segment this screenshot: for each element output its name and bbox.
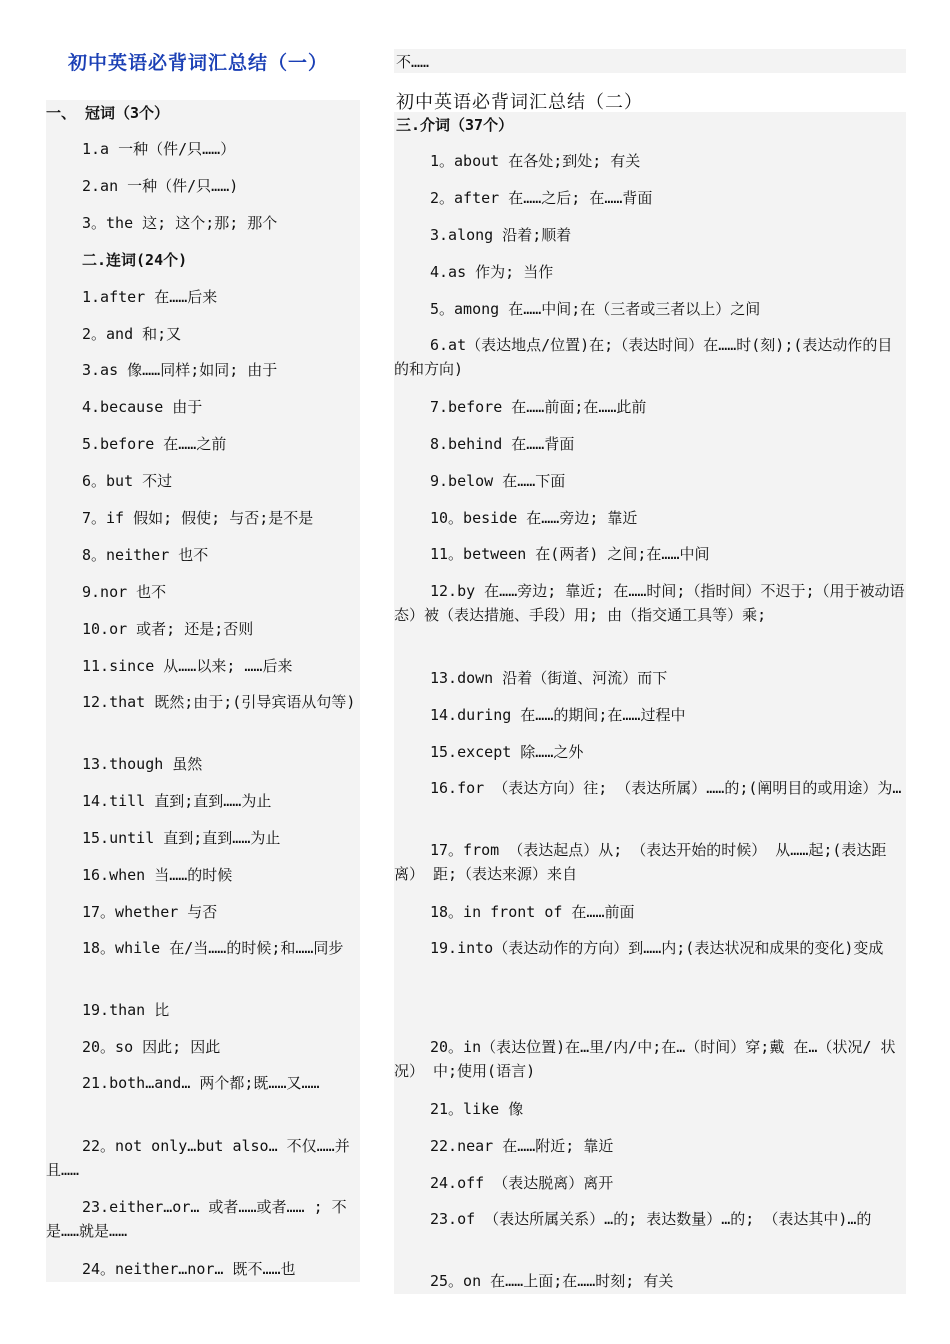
preposition-item: 18。in front of 在……前面	[430, 903, 635, 921]
conjunction-item: 18。while 在/当……的时候;和……同步	[82, 939, 344, 957]
preposition-item: 7.before 在……前面;在……此前	[430, 398, 647, 416]
preposition-item: 12.by 在……旁边; 靠近; 在……时间;（指时间）不迟于;（用于被动语态）被（表达措施、手段）用; 由（指交通工具等）乘;	[394, 582, 905, 624]
conjunction-item: 7。if 假如; 假使; 与否;是不是	[82, 509, 314, 527]
conjunction-item: 3.as 像……同样;如同; 由于	[82, 361, 278, 379]
preposition-item: 22.near 在……附近; 靠近	[430, 1137, 614, 1155]
section-prepositions-heading: 三.介词（37个）	[396, 116, 514, 134]
page-title-one: 初中英语必背词汇总结（一）	[68, 52, 329, 74]
preposition-item: 5。among 在……中间;在（三者或三者以上）之间	[430, 300, 761, 318]
article-item: 1.a 一种（件/只……）	[82, 140, 236, 158]
conjunction-item: 10.or 或者; 还是;否则	[82, 620, 254, 638]
preposition-item: 21。like 像	[430, 1100, 524, 1118]
preposition-item: 16.for （表达方向）往; （表达所属）……的;(阐明目的或用途）为…	[430, 779, 902, 797]
article-item: 3。the 这; 这个;那; 那个	[82, 214, 278, 232]
preposition-item: 11。between 在(两者) 之间;在……中间	[430, 545, 710, 563]
conjunction-item: 1.after 在……后来	[82, 288, 218, 306]
conjunction-item: 14.till 直到;直到……为止	[82, 792, 272, 810]
article-item: 2.an 一种（件/只……)	[82, 177, 239, 195]
preposition-item: 1。about 在各处;到处; 有关	[430, 152, 641, 170]
preposition-item: 8.behind 在……背面	[430, 435, 575, 453]
preposition-item: 10。beside 在……旁边; 靠近	[430, 509, 638, 527]
conjunction-item: 2。and 和;又	[82, 325, 182, 343]
conjunction-item: 11.since 从……以来; ……后来	[82, 657, 293, 675]
conjunction-item: 24。neither…nor… 既不……也	[82, 1260, 296, 1278]
preposition-item: 4.as 作为; 当作	[430, 263, 554, 281]
conjunction-item: 13.though 虽然	[82, 755, 203, 773]
conjunction-item: 5.before 在……之前	[82, 435, 227, 453]
preposition-item: 15.except 除……之外	[430, 743, 584, 761]
right-column-carry-background	[394, 49, 906, 73]
conjunction-item: 15.until 直到;直到……为止	[82, 829, 281, 847]
preposition-item: 20。in（表达位置)在…里/内/中;在…（时间）穿;戴 在…（状况/ 状况） 中;使用(语言)	[394, 1038, 896, 1080]
preposition-item: 14.during 在……的期间;在……过程中	[430, 706, 686, 724]
conjunction-item: 17。whether 与否	[82, 903, 218, 921]
conjunction-item: 8。neither 也不	[82, 546, 209, 564]
preposition-item: 9.below 在……下面	[430, 472, 566, 490]
carryover-text: 不……	[396, 53, 430, 71]
preposition-item: 25。on 在……上面;在……时刻; 有关	[430, 1272, 674, 1290]
conjunction-item: 21.both…and… 两个都;既……又……	[82, 1074, 320, 1092]
conjunction-item: 23.either…or… 或者……或者…… ; 不是……就是……	[46, 1198, 347, 1240]
conjunction-item: 6。but 不过	[82, 472, 173, 490]
conjunction-item: 19.than 比	[82, 1001, 170, 1019]
preposition-item: 17。from （表达起点）从; （表达开始的时候） 从……起;(表达距离） 距;（表达来源）来自	[394, 841, 887, 883]
conjunction-item: 22。not only…but also… 不仅……并且……	[46, 1137, 350, 1179]
conjunction-item: 12.that 既然;由于;(引导宾语从句等)	[82, 693, 356, 711]
conjunction-item: 9.nor 也不	[82, 583, 167, 601]
conjunction-item: 20。so 因此; 因此	[82, 1038, 221, 1056]
preposition-item: 2。after 在……之后; 在……背面	[430, 189, 653, 207]
conjunction-item: 16.when 当……的时候	[82, 866, 233, 884]
section-articles-heading: 一、 冠词（3个）	[46, 104, 170, 122]
preposition-item: 13.down 沿着（街道、河流）而下	[430, 669, 668, 687]
conjunction-item: 4.because 由于	[82, 398, 203, 416]
preposition-item: 3.along 沿着;顺着	[430, 226, 572, 244]
preposition-item: 24.off （表达脱离）离开	[430, 1174, 614, 1192]
preposition-item: 6.at（表达地点/位置)在;（表达时间）在……时(刻);(表达动作的目的和方向)	[394, 336, 893, 378]
preposition-item: 23.of （表达所属关系）…的; 表达数量）…的; （表达其中)…的	[430, 1210, 872, 1228]
preposition-item: 19.into（表达动作的方向）到……内;(表达状况和成果的变化)变成	[430, 939, 884, 957]
page-title-two: 初中英语必背词汇总结（二）	[396, 92, 643, 113]
section-conjunctions-heading: 二.连词(24个)	[82, 251, 188, 269]
